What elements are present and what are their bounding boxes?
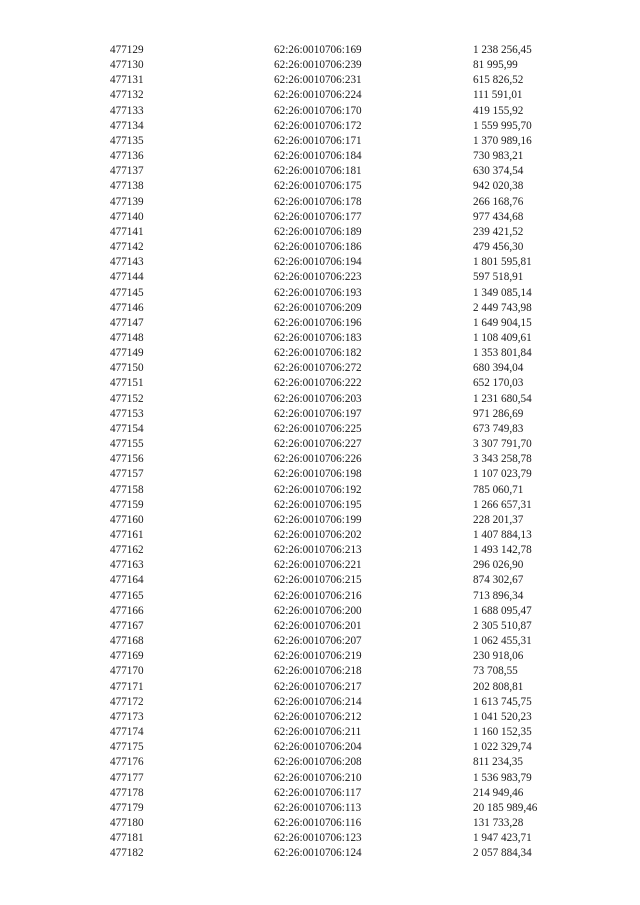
cadastral-number: 62:26:0010706:175 — [274, 180, 362, 193]
cadastral-number: 62:26:0010706:117 — [274, 786, 362, 799]
row-number: 477134 — [110, 119, 144, 132]
cadastral-value: 1 613 745,75 — [473, 695, 532, 708]
table-row — [0, 301, 640, 316]
table-row — [0, 846, 640, 861]
row-number: 477163 — [110, 559, 144, 572]
row-number: 477155 — [110, 438, 144, 451]
row-number: 477177 — [110, 771, 144, 784]
table-row — [0, 164, 640, 179]
cadastral-value: 1 349 085,14 — [473, 286, 532, 299]
cadastral-number: 62:26:0010706:227 — [274, 438, 362, 451]
row-number: 477161 — [110, 529, 144, 541]
table-row — [0, 831, 640, 846]
cadastral-number: 62:26:0010706:200 — [274, 604, 362, 617]
row-number: 477181 — [110, 832, 144, 845]
cadastral-number: 62:26:0010706:216 — [274, 589, 362, 602]
cadastral-value: 81 995,99 — [473, 59, 518, 72]
row-number: 477130 — [110, 59, 144, 72]
table-row — [0, 664, 640, 679]
table-row — [0, 240, 640, 255]
cadastral-number: 62:26:0010706:183 — [274, 331, 362, 344]
row-number: 477157 — [110, 468, 144, 481]
row-number: 477144 — [110, 271, 144, 284]
row-number: 477147 — [110, 316, 144, 329]
table-row — [0, 619, 640, 634]
cadastral-number: 62:26:0010706:214 — [274, 695, 362, 708]
cadastral-number: 62:26:0010706:221 — [274, 559, 362, 572]
table-row — [0, 210, 640, 225]
table-row — [0, 513, 640, 528]
table-row — [0, 255, 640, 270]
cadastral-value: 20 185 989,46 — [473, 801, 538, 814]
row-number: 477152 — [110, 392, 144, 405]
cadastral-value: 1 041 520,23 — [473, 710, 532, 723]
row-number: 477182 — [110, 847, 144, 860]
cadastral-number: 62:26:0010706:203 — [274, 392, 362, 405]
cadastral-number: 62:26:0010706:123 — [274, 832, 362, 845]
row-number: 477132 — [110, 89, 144, 102]
cadastral-number: 62:26:0010706:189 — [274, 225, 362, 238]
table-row — [0, 710, 640, 725]
row-number: 477151 — [110, 377, 144, 390]
cadastral-number: 62:26:0010706:177 — [274, 210, 362, 223]
cadastral-number: 62:26:0010706:222 — [274, 377, 362, 390]
row-number: 477165 — [110, 589, 144, 602]
cadastral-value: 874 302,67 — [473, 574, 524, 587]
table-row — [0, 589, 640, 604]
cadastral-number: 62:26:0010706:219 — [274, 650, 362, 663]
table-row — [0, 73, 640, 88]
cadastral-number: 62:26:0010706:225 — [274, 422, 362, 435]
cadastral-value: 202 808,81 — [473, 680, 524, 693]
cadastral-value: 1 107 023,79 — [473, 468, 532, 481]
row-number: 477149 — [110, 347, 144, 360]
cadastral-value: 479 456,30 — [473, 241, 524, 254]
cadastral-number: 62:26:0010706:218 — [274, 665, 362, 678]
table-row — [0, 483, 640, 498]
cadastral-value: 1 947 423,71 — [473, 832, 532, 845]
cadastral-value: 239 421,52 — [473, 225, 524, 238]
cadastral-value: 1 238 256,45 — [473, 44, 532, 56]
cadastral-number: 62:26:0010706:197 — [274, 407, 362, 420]
row-number: 477140 — [110, 210, 144, 223]
table-row — [0, 725, 640, 740]
cadastral-number: 62:26:0010706:169 — [274, 44, 362, 56]
row-number: 477169 — [110, 650, 144, 663]
cadastral-value: 2 305 510,87 — [473, 619, 532, 632]
cadastral-number: 62:26:0010706:231 — [274, 74, 362, 87]
cadastral-number: 62:26:0010706:204 — [274, 741, 362, 754]
cadastral-number: 62:26:0010706:124 — [274, 847, 362, 860]
table-row — [0, 407, 640, 422]
row-number: 477159 — [110, 498, 144, 511]
table-row — [0, 134, 640, 149]
cadastral-number: 62:26:0010706:226 — [274, 453, 362, 466]
cadastral-number: 62:26:0010706:194 — [274, 256, 362, 269]
table-row — [0, 771, 640, 786]
row-number: 477137 — [110, 165, 144, 178]
cadastral-value: 111 591,01 — [473, 89, 523, 102]
row-number: 477171 — [110, 680, 144, 693]
row-number: 477139 — [110, 195, 144, 208]
row-number: 477172 — [110, 695, 144, 708]
cadastral-number: 62:26:0010706:199 — [274, 513, 362, 526]
row-number: 477179 — [110, 801, 144, 814]
table-row — [0, 604, 640, 619]
row-number: 477131 — [110, 74, 144, 87]
table-row — [0, 498, 640, 513]
cadastral-number: 62:26:0010706:116 — [274, 816, 362, 829]
cadastral-value: 1 801 595,81 — [473, 256, 532, 269]
table-row — [0, 649, 640, 664]
row-number: 477154 — [110, 422, 144, 435]
row-number: 477173 — [110, 710, 144, 723]
table-row — [0, 119, 640, 134]
row-number: 477176 — [110, 756, 144, 769]
cadastral-value: 1 266 657,31 — [473, 498, 532, 511]
cadastral-value: 713 896,34 — [473, 589, 524, 602]
cadastral-value: 2 057 884,34 — [473, 847, 532, 860]
row-number: 477168 — [110, 635, 144, 648]
cadastral-value: 597 518,91 — [473, 271, 524, 284]
cadastral-value: 1 493 142,78 — [473, 544, 532, 557]
table-row — [0, 346, 640, 361]
cadastral-number: 62:26:0010706:223 — [274, 271, 362, 284]
cadastral-value: 1 559 995,70 — [473, 119, 532, 132]
row-number: 477175 — [110, 741, 144, 754]
cadastral-number: 62:26:0010706:212 — [274, 710, 362, 723]
table-row — [0, 376, 640, 391]
cadastral-value: 1 231 680,54 — [473, 392, 532, 405]
table-row — [0, 58, 640, 73]
table-row — [0, 88, 640, 103]
cadastral-value: 673 749,83 — [473, 422, 524, 435]
row-number: 477138 — [110, 180, 144, 193]
cadastral-value: 3 343 258,78 — [473, 453, 532, 466]
cadastral-number: 62:26:0010706:211 — [274, 726, 362, 739]
table-row — [0, 680, 640, 695]
cadastral-value: 1 353 801,84 — [473, 347, 532, 360]
cadastral-value: 1 160 152,35 — [473, 726, 532, 739]
cadastral-value: 1 407 884,13 — [473, 529, 532, 541]
cadastral-number: 62:26:0010706:170 — [274, 104, 362, 117]
cadastral-value: 1 688 095,47 — [473, 604, 532, 617]
cadastral-number: 62:26:0010706:184 — [274, 150, 362, 163]
table-row — [0, 452, 640, 467]
row-number: 477164 — [110, 574, 144, 587]
table-row — [0, 104, 640, 119]
cadastral-number: 62:26:0010706:178 — [274, 195, 362, 208]
cadastral-value: 1 062 455,31 — [473, 635, 532, 648]
row-number: 477148 — [110, 331, 144, 344]
cadastral-number: 62:26:0010706:201 — [274, 619, 362, 632]
row-number: 477129 — [110, 44, 144, 56]
cadastral-number: 62:26:0010706:193 — [274, 286, 362, 299]
row-number: 477158 — [110, 483, 144, 496]
cadastral-number: 62:26:0010706:217 — [274, 680, 362, 693]
row-number: 477153 — [110, 407, 144, 420]
row-number: 477178 — [110, 786, 144, 799]
table-row — [0, 543, 640, 558]
row-number: 477166 — [110, 604, 144, 617]
cadastral-value: 214 949,46 — [473, 786, 524, 799]
cadastral-number: 62:26:0010706:182 — [274, 347, 362, 360]
table-row — [0, 467, 640, 482]
cadastral-value: 1 649 904,15 — [473, 316, 532, 329]
table-row — [0, 361, 640, 376]
cadastral-value: 977 434,68 — [473, 210, 524, 223]
cadastral-value: 2 449 743,98 — [473, 301, 532, 314]
table-row — [0, 558, 640, 573]
cadastral-number: 62:26:0010706:192 — [274, 483, 362, 496]
row-number: 477143 — [110, 256, 144, 269]
cadastral-value: 1 536 983,79 — [473, 771, 532, 784]
cadastral-value: 680 394,04 — [473, 362, 524, 375]
cadastral-number: 62:26:0010706:210 — [274, 771, 362, 784]
table-row — [0, 695, 640, 710]
cadastral-value: 230 918,06 — [473, 650, 524, 663]
row-number: 477174 — [110, 726, 144, 739]
table-row — [0, 149, 640, 164]
cadastral-value: 419 155,92 — [473, 104, 524, 117]
row-number: 477146 — [110, 301, 144, 314]
cadastral-value-table — [0, 43, 640, 861]
table-row — [0, 634, 640, 649]
cadastral-number: 62:26:0010706:172 — [274, 119, 362, 132]
cadastral-value: 228 201,37 — [473, 513, 524, 526]
cadastral-number: 62:26:0010706:239 — [274, 59, 362, 72]
cadastral-value: 971 286,69 — [473, 407, 524, 420]
cadastral-number: 62:26:0010706:208 — [274, 756, 362, 769]
cadastral-number: 62:26:0010706:213 — [274, 544, 362, 557]
cadastral-value: 615 826,52 — [473, 74, 524, 87]
cadastral-value: 652 170,03 — [473, 377, 524, 390]
cadastral-value: 3 307 791,70 — [473, 438, 532, 451]
row-number: 477133 — [110, 104, 144, 117]
table-row — [0, 422, 640, 437]
row-number: 477136 — [110, 150, 144, 163]
cadastral-number: 62:26:0010706:224 — [274, 89, 362, 102]
cadastral-number: 62:26:0010706:202 — [274, 529, 362, 541]
row-number: 477145 — [110, 286, 144, 299]
table-row — [0, 816, 640, 831]
cadastral-number: 62:26:0010706:186 — [274, 241, 362, 254]
cadastral-number: 62:26:0010706:209 — [274, 301, 362, 314]
table-row — [0, 801, 640, 816]
cadastral-number: 62:26:0010706:195 — [274, 498, 362, 511]
table-row — [0, 286, 640, 301]
table-row — [0, 179, 640, 194]
cadastral-number: 62:26:0010706:215 — [274, 574, 362, 587]
cadastral-value: 785 060,71 — [473, 483, 524, 496]
cadastral-number: 62:26:0010706:181 — [274, 165, 362, 178]
cadastral-value: 1 370 989,16 — [473, 134, 532, 147]
table-row — [0, 270, 640, 285]
row-number: 477156 — [110, 453, 144, 466]
row-number: 477167 — [110, 619, 144, 632]
cadastral-number: 62:26:0010706:196 — [274, 316, 362, 329]
row-number: 477150 — [110, 362, 144, 375]
cadastral-number: 62:26:0010706:272 — [274, 362, 362, 375]
table-row — [0, 573, 640, 588]
cadastral-number: 62:26:0010706:198 — [274, 468, 362, 481]
table-row — [0, 43, 640, 58]
table-row — [0, 786, 640, 801]
cadastral-value: 1 108 409,61 — [473, 331, 532, 344]
cadastral-value: 630 374,54 — [473, 165, 524, 178]
cadastral-value: 73 708,55 — [473, 665, 518, 678]
table-row — [0, 195, 640, 210]
row-number: 477141 — [110, 225, 144, 238]
table-row — [0, 528, 640, 543]
cadastral-number: 62:26:0010706:171 — [274, 134, 362, 147]
cadastral-value: 1 022 329,74 — [473, 741, 532, 754]
cadastral-number: 62:26:0010706:113 — [274, 801, 362, 814]
row-number: 477142 — [110, 241, 144, 254]
cadastral-value: 266 168,76 — [473, 195, 524, 208]
cadastral-value: 730 983,21 — [473, 150, 524, 163]
table-row — [0, 740, 640, 755]
table-row — [0, 437, 640, 452]
row-number: 477180 — [110, 816, 144, 829]
cadastral-value: 942 020,38 — [473, 180, 524, 193]
cadastral-number: 62:26:0010706:207 — [274, 635, 362, 648]
row-number: 477162 — [110, 544, 144, 557]
table-row — [0, 755, 640, 770]
table-row — [0, 316, 640, 331]
row-number: 477135 — [110, 134, 144, 147]
table-row — [0, 392, 640, 407]
cadastral-value: 811 234,35 — [473, 756, 523, 769]
row-number: 477170 — [110, 665, 144, 678]
table-row — [0, 225, 640, 240]
cadastral-value: 296 026,90 — [473, 559, 524, 572]
cadastral-value: 131 733,28 — [473, 816, 524, 829]
row-number: 477160 — [110, 513, 144, 526]
table-row — [0, 331, 640, 346]
